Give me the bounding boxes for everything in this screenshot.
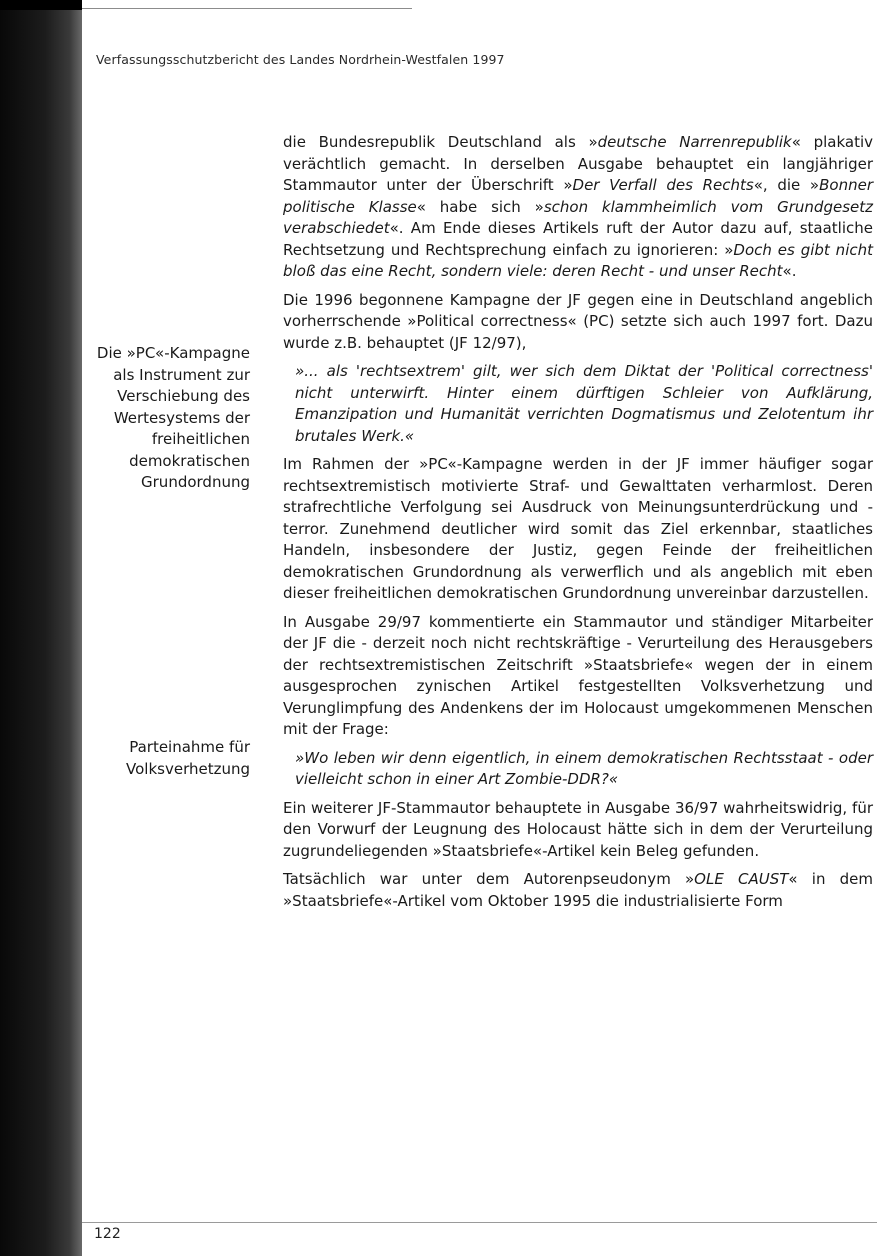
paragraph-pc-kampagne: Die 1996 begonnene Kampagne der JF gegen eine in Deutschland angeblich vorherrschende »Political correctness« (PC) setzte sich auch 1997 fort. Dazu wurde z.B. behauptet (JF 12/97), bbox=[283, 290, 873, 352]
page-number: 122 bbox=[94, 1226, 121, 1242]
paragraph-ole-caust bbox=[283, 869, 873, 912]
emphasis-run: Bonner politische Klasse bbox=[283, 176, 874, 216]
text-run: «. bbox=[782, 262, 797, 280]
book-spine-shadow bbox=[0, 0, 82, 1256]
paragraph-verharmlosung: Im Rahmen der »PC«-Kampagne werden in der JF immer häufiger sogar rechtsextremistisch motivierte Straf- und Gewalttaten verharmlost. Deren strafrechtliche Verfolgung sei Ausdruck von Meinungsunterdrückung und -terror. Zunehmend deutlicher wird somit das Ziel erkennbar, staatliches Handeln, insbesondere der Justiz, gegen Feinde der freiheitlichen demokratischen Grundordnung als verwerflich und als angeblich mit eben dieser freiheitlichen demokratischen Grundordnung unvereinbar darzustellen. bbox=[283, 455, 873, 602]
text-run: « habe sich » bbox=[416, 197, 544, 216]
text-run: die Bundesrepublik Deutschland als » bbox=[283, 133, 598, 151]
text-run: «. Am Ende dieses Artikels ruft der Autor dazu auf, staatliche Rechtsetzung und Rechtsprechung einfach zu ignorieren: » bbox=[283, 219, 873, 259]
paragraph-ausgabe-36: Ein weiterer JF-Stammautor behauptete in Ausgabe 36/97 wahrheitswidrig, für den Vorwurf der Leugnung des Holocaust hätte sich in dem der Verurteilung zugrundeliegenden »Staatsbriefe«-Artikel kein Beleg gefunden. bbox=[283, 798, 873, 860]
emphasis-run: deutsche Narrenrepublik bbox=[597, 133, 792, 151]
running-header: Verfassungsschutzbericht des Landes Nordrhein-Westfalen 1997 bbox=[96, 52, 505, 67]
paragraph-narrenrepublik bbox=[283, 132, 873, 283]
paragraph-ausgabe-29: In Ausgabe 29/97 kommentierte ein Stammautor und ständiger Mitarbeiter der JF die - derzeit noch nicht rechtskräftige - Verurteilung des Herausgebers der rechtsextremistischen Zeitschrift »Staatsbriefe« wegen der in einem ausgesprochen zynischen Artikel festgestellten Volksverhetzung und Verunglimpfung des Andenkens der im Holocaust umgekommenen Menschen mit der Frage: bbox=[283, 612, 873, 738]
text-run: «, die » bbox=[753, 176, 820, 194]
quote-political-correctness: »... als 'rechtsextrem' gilt, wer sich dem Diktat der 'Political correctness' nicht unterwirft. Hinter einem dürftigen Schleier von Aufklärung, Emanzipation und Humanität verrichten Dogmatismus und Zelotentum ihr brutales Werk.« bbox=[295, 362, 873, 445]
header-rule bbox=[82, 8, 412, 9]
text-run: « in dem »Staatsbriefe«-Artikel vom Oktober 1995 die industrialisierte Form bbox=[283, 870, 873, 910]
emphasis-run: OLE CAUST bbox=[694, 870, 789, 888]
emphasis-run: Der Verfall des Rechts bbox=[572, 176, 754, 194]
emphasis-run: schon klammheimlich vom Grundgesetz verabschiedet bbox=[283, 197, 873, 237]
margin-note-volksverhetzung: Parteinahme für Volksverhetzung bbox=[126, 738, 250, 778]
text-run: Tatsächlich war unter dem Autorenpseudonym » bbox=[283, 870, 695, 888]
text-run: « plakativ verächtlich gemacht. In derselben Ausgabe behauptet ein langjähriger Stammautor unter der Überschrift » bbox=[283, 133, 873, 194]
margin-note-pc-kampagne: Die »PC«-Kampagne als Instrument zur Verschiebung des Wertesystems der freiheitlichen demokratischen Grundordnung bbox=[96, 344, 250, 491]
spine-top-edge bbox=[0, 0, 82, 10]
main-text-column bbox=[283, 132, 873, 919]
footer-rule bbox=[82, 1222, 877, 1223]
quote-zombie-ddr: »Wo leben wir denn eigentlich, in einem demokratischen Rechtsstaat - oder vielleicht schon in einer Art Zombie-DDR?« bbox=[295, 748, 873, 788]
emphasis-run: Doch es gibt nicht bloß das eine Recht, sondern viele: deren Recht - und unser Recht bbox=[283, 240, 873, 280]
